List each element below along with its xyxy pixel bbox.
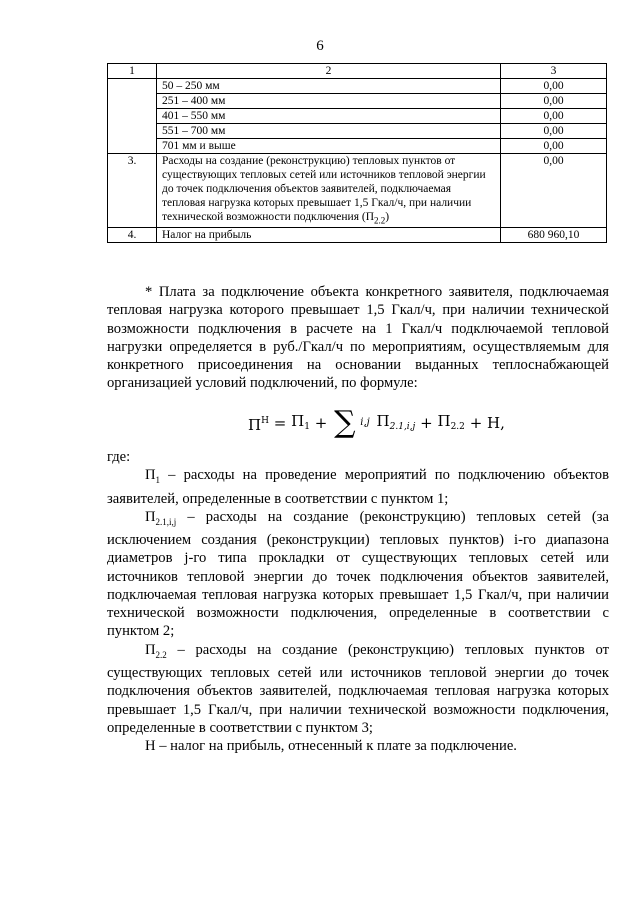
table-header-row [108, 64, 607, 79]
table-cell-desc [157, 154, 501, 228]
desc-text-end: ) [385, 211, 390, 223]
note-block [107, 283, 609, 393]
desc-text: Расходы на создание (реконструкцию) тепловых пунктов от существующих тепловых сетей или источников тепловой энергии до точек подключения объектов заявителей, подключаемая тепловая нагрузка которых превышает 1,5 Гкал/ч, при наличии технической возможности подключения (П [162, 155, 486, 223]
table-cell-desc: Налог на прибыль [157, 228, 501, 243]
formula-term-3: $П_{2.2}$ [437, 411, 465, 432]
table-row [108, 79, 607, 94]
where-label: где: [107, 449, 131, 465]
header-cell: 3 [501, 64, 607, 79]
formula-term-2: $П_{2.1,i,j}$ [376, 411, 416, 432]
table-cell-value: 680 960,10 [501, 228, 607, 243]
definition-p21: $П_{2.1,i,j}$ – расходы на создание (реконструкцию) тепловых сетей (за исключением создания (реконструкции) тепловых пунктов) i-го диапазона диаметров j-го типа прокладки от существующих тепловых сетей или источников тепловой энергии до точек подключения объектов заявителей, подключаемая тепловая нагрузка которых превышает 1,5 Гкал/ч, при наличии технической возможности подключения, определенные в соответствии с пунктом 2; [107, 508, 609, 640]
table-row [108, 124, 607, 139]
sum-sign: ∑ i,j [334, 405, 370, 440]
header-cell: 2 [157, 64, 501, 79]
definition-p1: $П_1$ – расходы на проведение мероприятий по подключению объектов заявителей, определенные в соответствии с пунктом 1; [107, 467, 609, 507]
formula-plus: + [314, 414, 328, 432]
desc-subscript: 2.2 [374, 215, 386, 226]
table-cell-desc: 401 – 550 мм [157, 109, 501, 124]
table-cell-value: 0,00 [501, 79, 607, 94]
formula-lhs: $П^Н$ [248, 416, 269, 434]
table-cell-value: 0,00 [501, 139, 607, 154]
table-row [108, 154, 607, 228]
tariff-table [107, 63, 607, 243]
table-row [108, 109, 607, 124]
table-cell-value: 0,00 [501, 109, 607, 124]
table-cell-desc: 251 – 400 мм [157, 94, 501, 109]
formula [248, 405, 505, 440]
table-cell-number: 3. [108, 154, 157, 228]
formula-eq: = [273, 414, 287, 432]
definition-p22: $П_{2.2}$ – расходы на создание (реконструкцию) тепловых пунктов от существующих тепловых сетей или источников тепловой энергии до точек подключения объектов заявителей, подключаемая тепловая нагрузка которых превышает 1,5 Гкал/ч, при наличии технической возможности подключения, определенные в соответствии с пунктом 3; [107, 641, 609, 736]
table-row [108, 94, 607, 109]
table-cell-number: 4. [108, 228, 157, 243]
table-cell-desc: 551 – 700 мм [157, 124, 501, 139]
definitions-block [107, 448, 609, 755]
table-cell-value: 0,00 [501, 154, 607, 228]
table-cell-value: 0,00 [501, 94, 607, 109]
table-cell-value: 0,00 [501, 124, 607, 139]
formula-plus: + [420, 414, 433, 432]
header-cell: 1 [108, 64, 157, 79]
note-paragraph: * Плата за подключение объекта конкретного заявителя, подключаемая тепловая нагрузка которого превышает 1,5 Гкал/ч, при наличии технической возможности подключения в расчете на 1 Гкал/ч подключаемой тепловой нагрузки определяется в руб./Гкал/ч по мероприятиям, осуществляемым для конкретного присоединения на основании выданных теплоснабжающей организацией условий подключений, по формуле: [107, 284, 609, 392]
definition-tax: Н – налог на прибыль, отнесенный к плате за подключение. [145, 738, 517, 755]
page-number: 6 [316, 38, 324, 54]
table-cell-desc: 701 мм и выше [157, 139, 501, 154]
table-cell-desc: 50 – 250 мм [157, 79, 501, 94]
table-row [108, 228, 607, 243]
formula-term-1: $П_1$ [291, 411, 310, 432]
formula-plus: + [469, 414, 483, 432]
formula-term-4: Н, [487, 414, 505, 432]
table-cell-number [108, 79, 157, 154]
table-row [108, 139, 607, 154]
